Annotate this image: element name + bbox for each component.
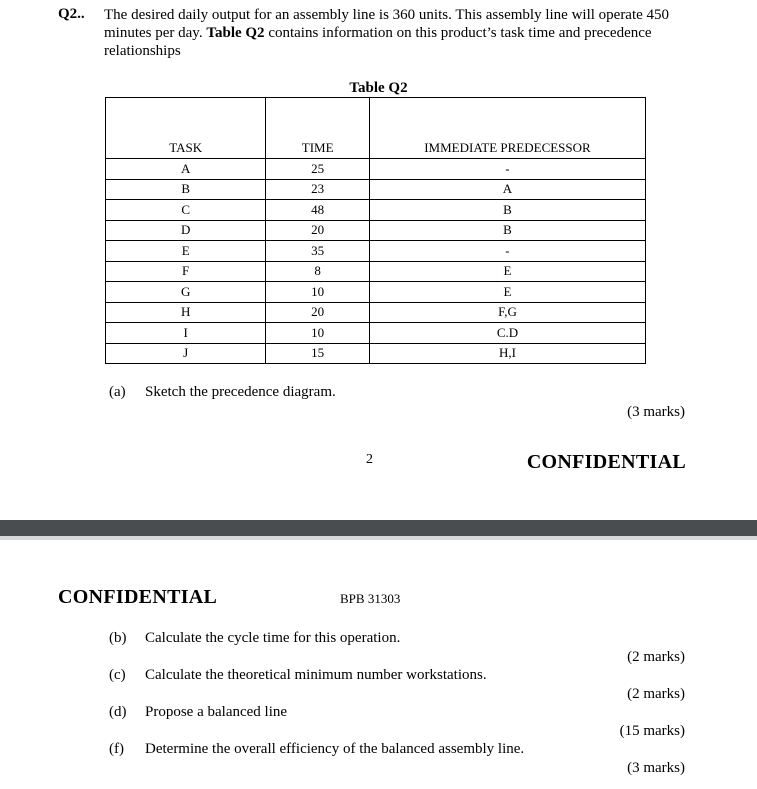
cell-predecessor: H,I — [369, 343, 645, 364]
table-row — [106, 159, 646, 180]
cell-time: 10 — [266, 323, 370, 344]
cell-task: B — [106, 179, 266, 200]
question-number: Q2.. — [58, 6, 85, 22]
page-divider — [0, 520, 757, 536]
page-number: 2 — [366, 452, 373, 467]
cell-predecessor: E — [369, 282, 645, 303]
cell-predecessor: A — [369, 179, 645, 200]
cell-task: A — [106, 159, 266, 180]
cell-task: E — [106, 241, 266, 262]
cell-time: 48 — [266, 200, 370, 221]
part-f-label: (f) — [109, 741, 124, 757]
part-d-marks: (15 marks) — [619, 723, 685, 739]
course-code: BPB 31303 — [340, 591, 401, 606]
cell-predecessor: - — [369, 159, 645, 180]
cell-time: 25 — [266, 159, 370, 180]
part-a-marks: (3 marks) — [627, 404, 685, 420]
page-gap — [0, 536, 757, 540]
table-row — [106, 323, 646, 344]
table-header-row — [106, 98, 646, 159]
cell-time: 15 — [266, 343, 370, 364]
part-c-marks: (2 marks) — [627, 686, 685, 702]
cell-task: I — [106, 323, 266, 344]
part-a-text: Sketch the precedence diagram. — [145, 384, 336, 400]
cell-time: 23 — [266, 179, 370, 200]
cell-task: G — [106, 282, 266, 303]
table-row — [106, 179, 646, 200]
table-row — [106, 200, 646, 221]
part-c-text: Calculate the theoretical minimum number workstations. — [145, 667, 487, 683]
cell-predecessor: C.D — [369, 323, 645, 344]
cell-time: 20 — [266, 220, 370, 241]
table-row — [106, 302, 646, 323]
part-f-marks: (3 marks) — [627, 760, 685, 776]
part-c-label: (c) — [109, 667, 126, 683]
table-row — [106, 220, 646, 241]
cell-predecessor: - — [369, 241, 645, 262]
table-row — [106, 261, 646, 282]
table-row — [106, 343, 646, 364]
question-text-part-1: The desired daily output for an assembly line is 360 units. This assembly line will operate 450 minutes per day. — [104, 7, 670, 41]
cell-predecessor: B — [369, 200, 645, 221]
part-b-label: (b) — [109, 630, 127, 646]
cell-task: H — [106, 302, 266, 323]
footer-confidential: CONFIDENTIAL — [526, 451, 686, 473]
cell-time: 8 — [266, 261, 370, 282]
header-confidential: CONFIDENTIAL — [58, 586, 218, 608]
part-d-label: (d) — [109, 704, 127, 720]
cell-time: 20 — [266, 302, 370, 323]
table-title: Table Q2 — [349, 80, 408, 96]
question-text-part-3: contains information on this product’s task time and precedence relationships — [104, 25, 652, 59]
cell-time: 10 — [266, 282, 370, 303]
header-predecessor: IMMEDIATE PREDECESSOR — [369, 98, 645, 159]
cell-task: F — [106, 261, 266, 282]
question-table-ref: Table Q2 — [206, 25, 265, 41]
part-a-label: (a) — [109, 384, 126, 400]
part-b-text: Calculate the cycle time for this operation. — [145, 630, 401, 646]
part-d-text: Propose a balanced line — [145, 704, 288, 720]
part-f-text: Determine the overall efficiency of the balanced assembly line. — [145, 741, 525, 757]
cell-predecessor: F,G — [369, 302, 645, 323]
header-time: TIME — [266, 98, 370, 159]
header-task: TASK — [106, 98, 266, 159]
cell-predecessor: E — [369, 261, 645, 282]
table-row — [106, 241, 646, 262]
part-b-marks: (2 marks) — [627, 649, 685, 665]
task-table — [105, 97, 646, 364]
cell-predecessor: B — [369, 220, 645, 241]
cell-task: C — [106, 200, 266, 221]
cell-task: J — [106, 343, 266, 364]
table-row — [106, 282, 646, 303]
cell-task: D — [106, 220, 266, 241]
question-text — [104, 6, 704, 60]
cell-time: 35 — [266, 241, 370, 262]
